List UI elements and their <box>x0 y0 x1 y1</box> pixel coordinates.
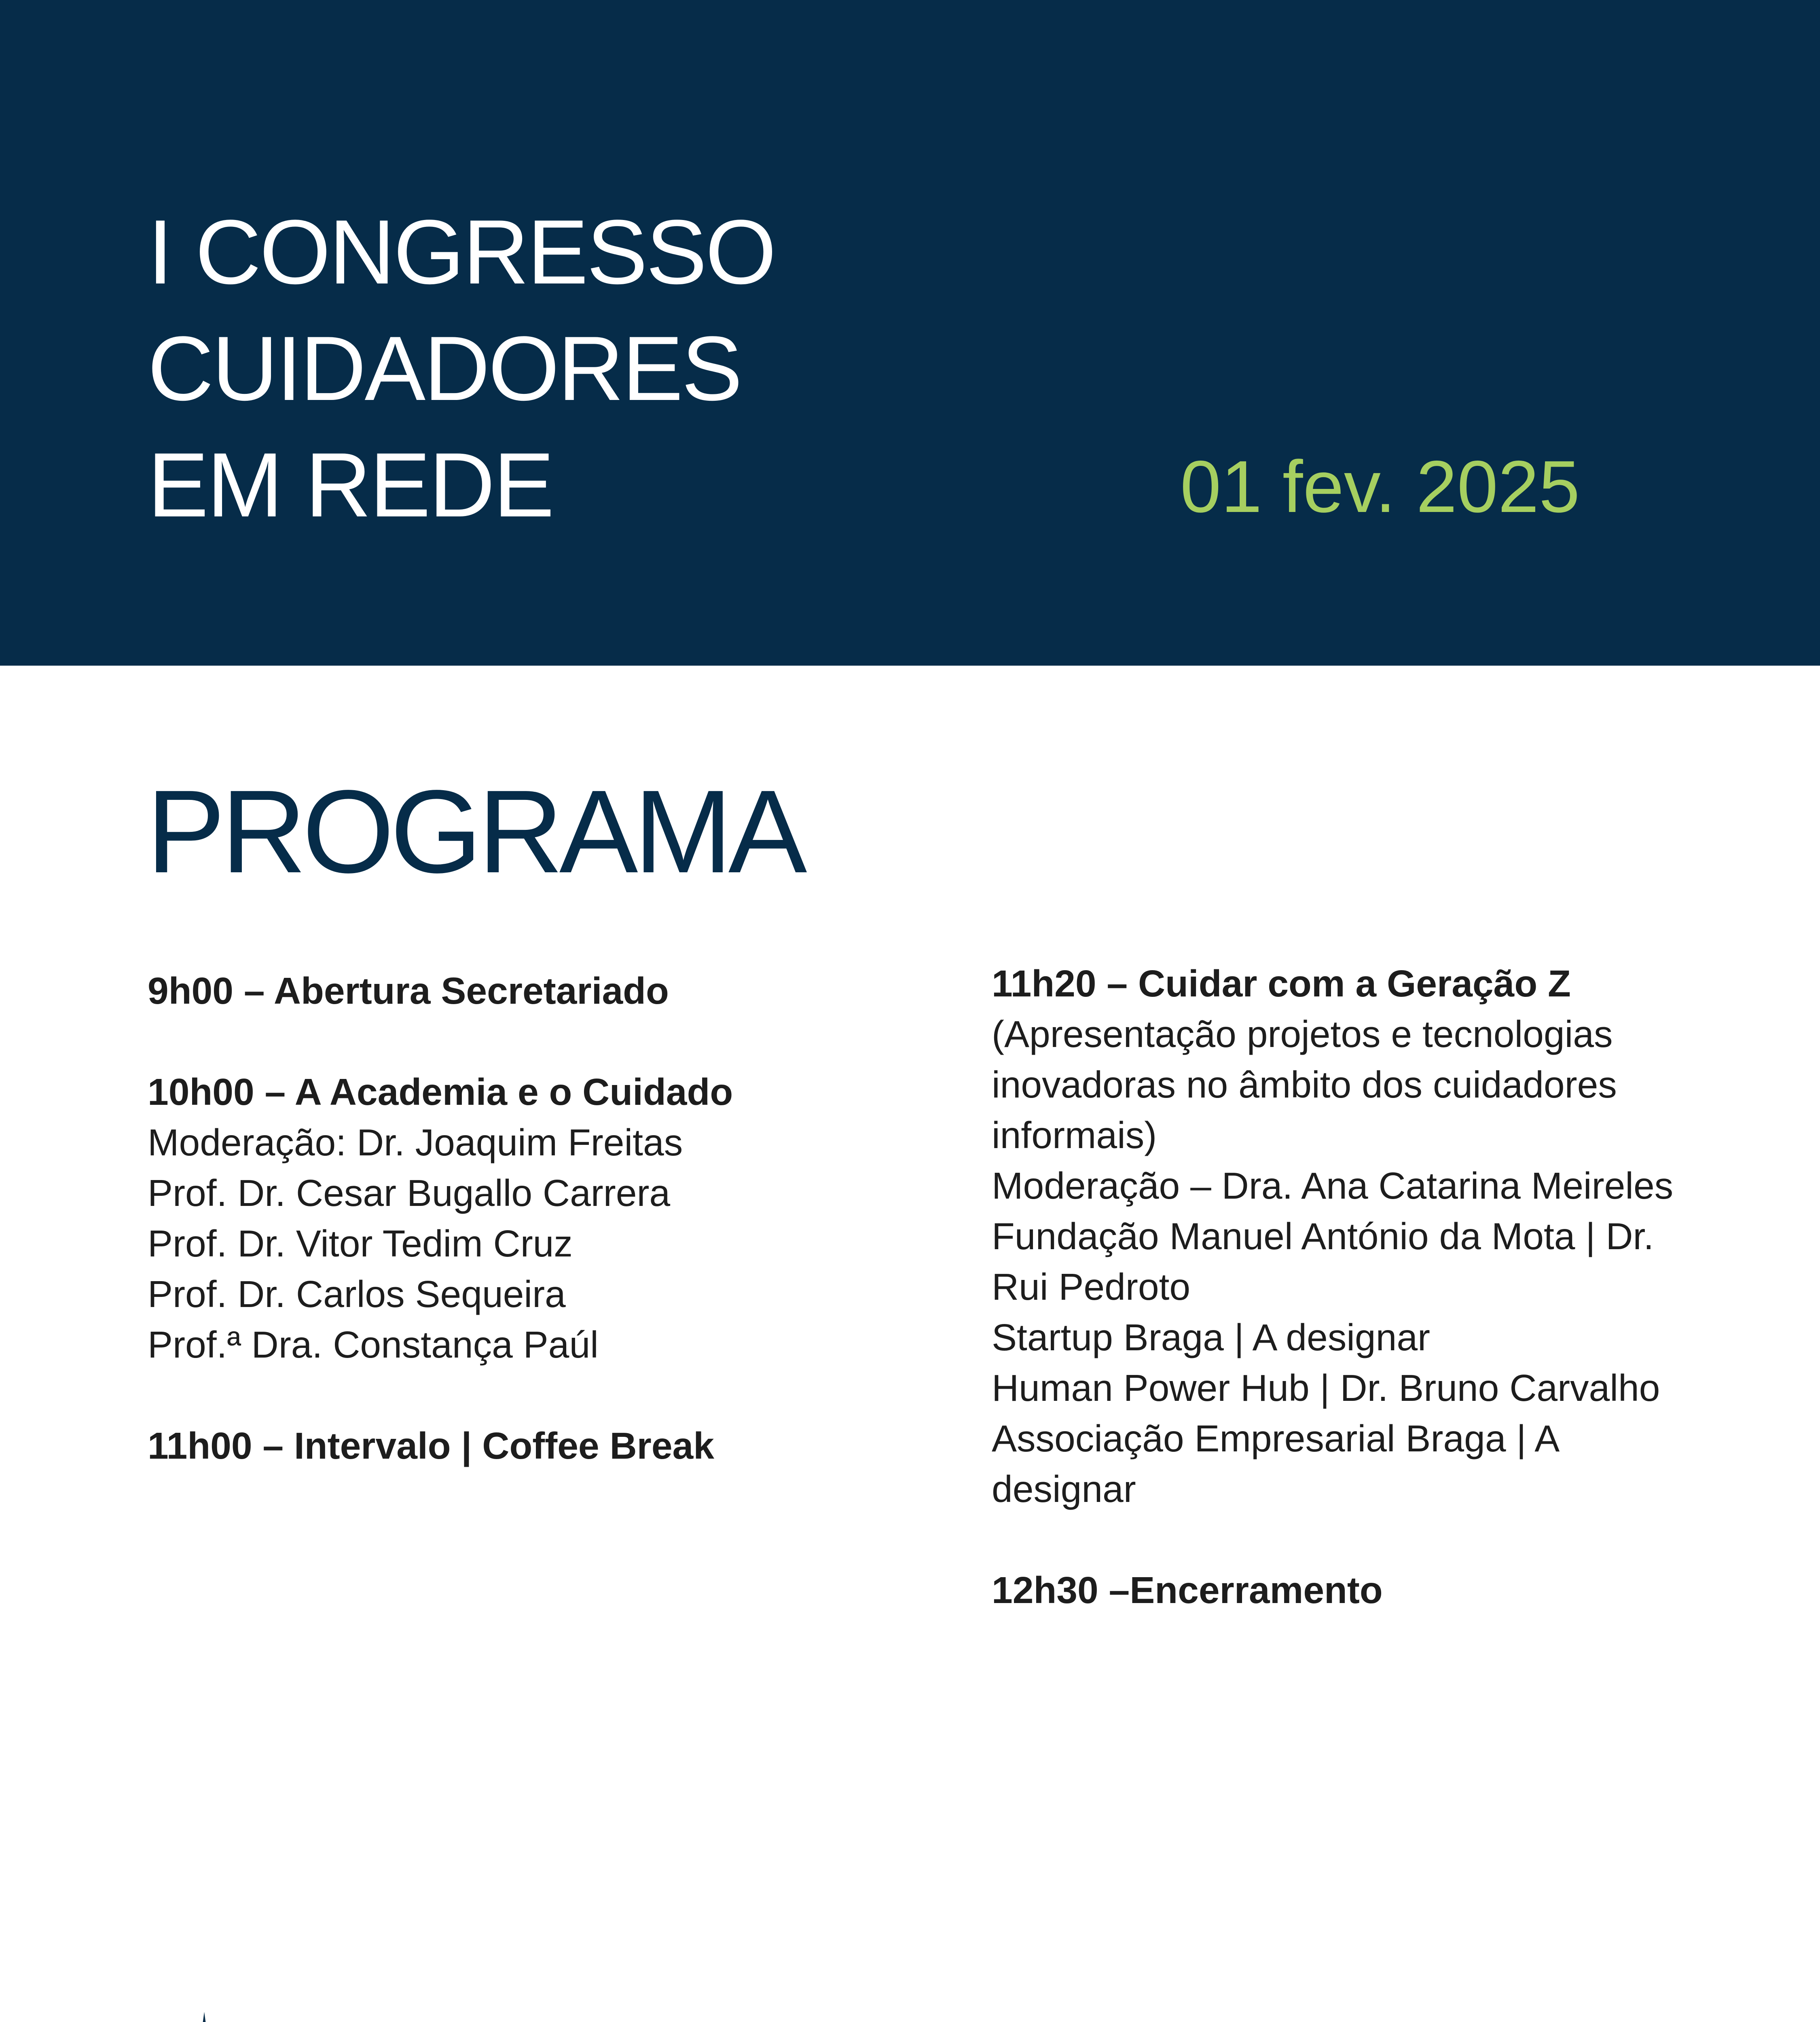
session-academia-line: Moderação: Dr. Joaquim Freitas <box>148 1121 683 1163</box>
session-opening-title: 9h00 – Abertura Secretariado <box>148 970 669 1012</box>
event-date: 01 fev. 2025 <box>1180 445 1580 528</box>
session-break-title: 11h00 – Intervalo | Coffee Break <box>148 1425 714 1467</box>
session-geracao-z-line: informais) <box>992 1114 1157 1156</box>
session-closing-title: 12h30 –Encerramento <box>992 1569 1383 1611</box>
session-geracao-z-line: Rui Pedroto <box>992 1266 1191 1308</box>
congress-title-line-3: EM REDE <box>148 434 553 536</box>
session-geracao-z-line: designar <box>992 1468 1136 1510</box>
session-academia-line: Prof. Dr. Cesar Bugallo Carrera <box>148 1172 671 1214</box>
session-geracao-z-line: Fundação Manuel António da Mota | Dr. <box>992 1215 1654 1257</box>
session-academia-line: Prof. Dr. Carlos Sequeira <box>148 1273 566 1315</box>
schedule-right-column <box>992 958 1784 1616</box>
session-geracao-z-line: Moderação – Dra. Ana Catarina Meireles <box>992 1165 1674 1207</box>
session-academia-line: Prof. Dr. Vitor Tedim Cruz <box>148 1223 573 1265</box>
braga-municipality-emblem-icon <box>154 2012 259 2022</box>
braga-logo <box>154 2012 445 2022</box>
session-geracao-z-title: 11h20 – Cuidar com a Geração Z <box>992 962 1571 1005</box>
session-geracao-z-line: (Apresentação projetos e tecnologias <box>992 1013 1613 1055</box>
header-banner <box>0 0 1820 666</box>
session-academia-line: Prof.ª Dra. Constança Paúl <box>148 1324 599 1366</box>
session-geracao-z-line: Startup Braga | A designar <box>992 1316 1431 1358</box>
congress-title-line-2: CUIDADORES <box>148 317 741 419</box>
congress-title-line-1: I CONGRESSO <box>148 201 775 303</box>
programa-heading: PROGRAMA <box>146 766 803 897</box>
session-geracao-z-line: Human Power Hub | Dr. Bruno Carvalho <box>992 1367 1660 1409</box>
schedule-left-column <box>148 966 957 1471</box>
session-geracao-z-line: inovadoras no âmbito dos cuidadores <box>992 1064 1617 1106</box>
session-geracao-z-line: Associação Empresarial Braga | A <box>992 1417 1560 1459</box>
session-academia-title: 10h00 – A Academia e o Cuidado <box>148 1071 733 1113</box>
